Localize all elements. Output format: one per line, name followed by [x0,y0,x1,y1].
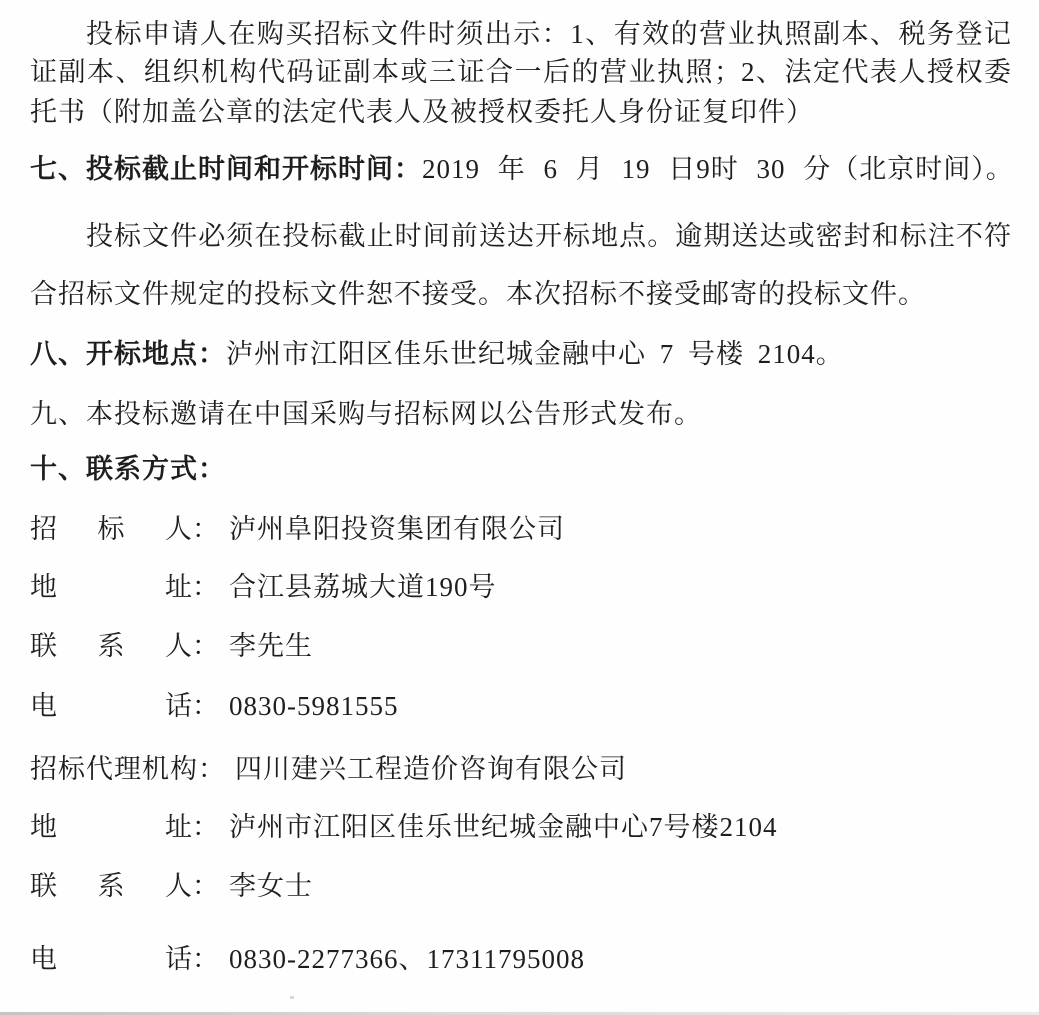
agency-contact-person-row [30,866,1011,906]
colon: ： [192,572,219,602]
agency-address-value: 泸州市江阳区佳乐世纪城金融中心7号楼2104 [229,812,778,842]
section-bid-deadline-value: 2019 年 6 月 19 日9时 30 分（北京时间）。 [422,154,1014,184]
agency-phone-row [30,939,1011,979]
tenderer-phone-value: 0830-5981555 [229,691,399,721]
agency-name-row [30,749,1011,789]
section-opening-location [30,334,1011,374]
scan-speck [290,996,294,999]
agency-contact-person-value: 李女士 [229,871,313,901]
colon: ： [192,871,219,901]
tenderer-name-row [30,509,1011,549]
colon: ： [192,631,219,661]
tenderer-address-label: 地址 [30,572,192,602]
section-opening-location-heading: 八、开标地点： [30,339,226,369]
tenderer-address-value: 合江县荔城大道190号 [229,572,497,602]
tenderer-name-value: 泸州阜阳投资集团有限公司 [229,514,565,544]
tenderer-name-label: 招标人 [30,514,192,544]
paragraph-purchase-requirements-line-2: 证副本、组织机构代码证副本或三证合一后的营业执照；2、法定代表人授权委 [30,57,1011,87]
colon: ： [192,691,219,721]
tenderer-address-row [30,567,1011,607]
tenderer-contact-person-label: 联系人 [30,631,192,661]
colon: ： [192,944,219,974]
paragraph-delivery-rules-line-1: 投标文件必须在投标截止时间前送达开标地点。逾期送达或密封和标注不符 [86,221,1011,251]
agency-address-label: 地址 [30,812,192,842]
agency-address-row [30,807,1011,847]
section-contact-heading-label: 十、联系方式： [30,454,226,484]
section-bid-deadline-heading: 七、投标截止时间和开标时间： [30,154,422,184]
section-contact-heading [30,449,1011,489]
paragraph-purchase-requirements-line-3: 托书（附加盖公章的法定代表人及被授权委托人身份证复印件） [30,97,814,127]
section-bid-deadline [30,149,1014,189]
paragraph-purchase-requirements-line-1: 投标申请人在购买招标文件时须出示：1、有效的营业执照副本、税务登记 [86,19,1011,49]
section-opening-location-value: 泸州市江阳区佳乐世纪城金融中心 7 号楼 2104。 [226,339,844,369]
agency-contact-person-label: 联系人 [30,871,192,901]
tenderer-phone-row [30,686,1011,726]
agency-name-value: 四川建兴工程造价咨询有限公司 [235,754,627,784]
colon: ： [192,812,219,842]
tenderer-contact-person-row [30,626,1011,666]
agency-name-label: 招标代理机构 [30,754,198,784]
agency-phone-label: 电话 [30,944,192,974]
colon: ： [198,754,225,784]
tenderer-phone-label: 电话 [30,691,192,721]
colon: ： [192,514,219,544]
agency-phone-value: 0830-2277366、17311795008 [229,944,585,974]
tenderer-contact-person-value: 李先生 [229,631,313,661]
section-announcement: 九、本投标邀请在中国采购与招标网以公告形式发布。 [30,399,702,429]
paragraph-delivery-rules-line-2: 合招标文件规定的投标文件恕不接受。本次招标不接受邮寄的投标文件。 [30,279,926,309]
